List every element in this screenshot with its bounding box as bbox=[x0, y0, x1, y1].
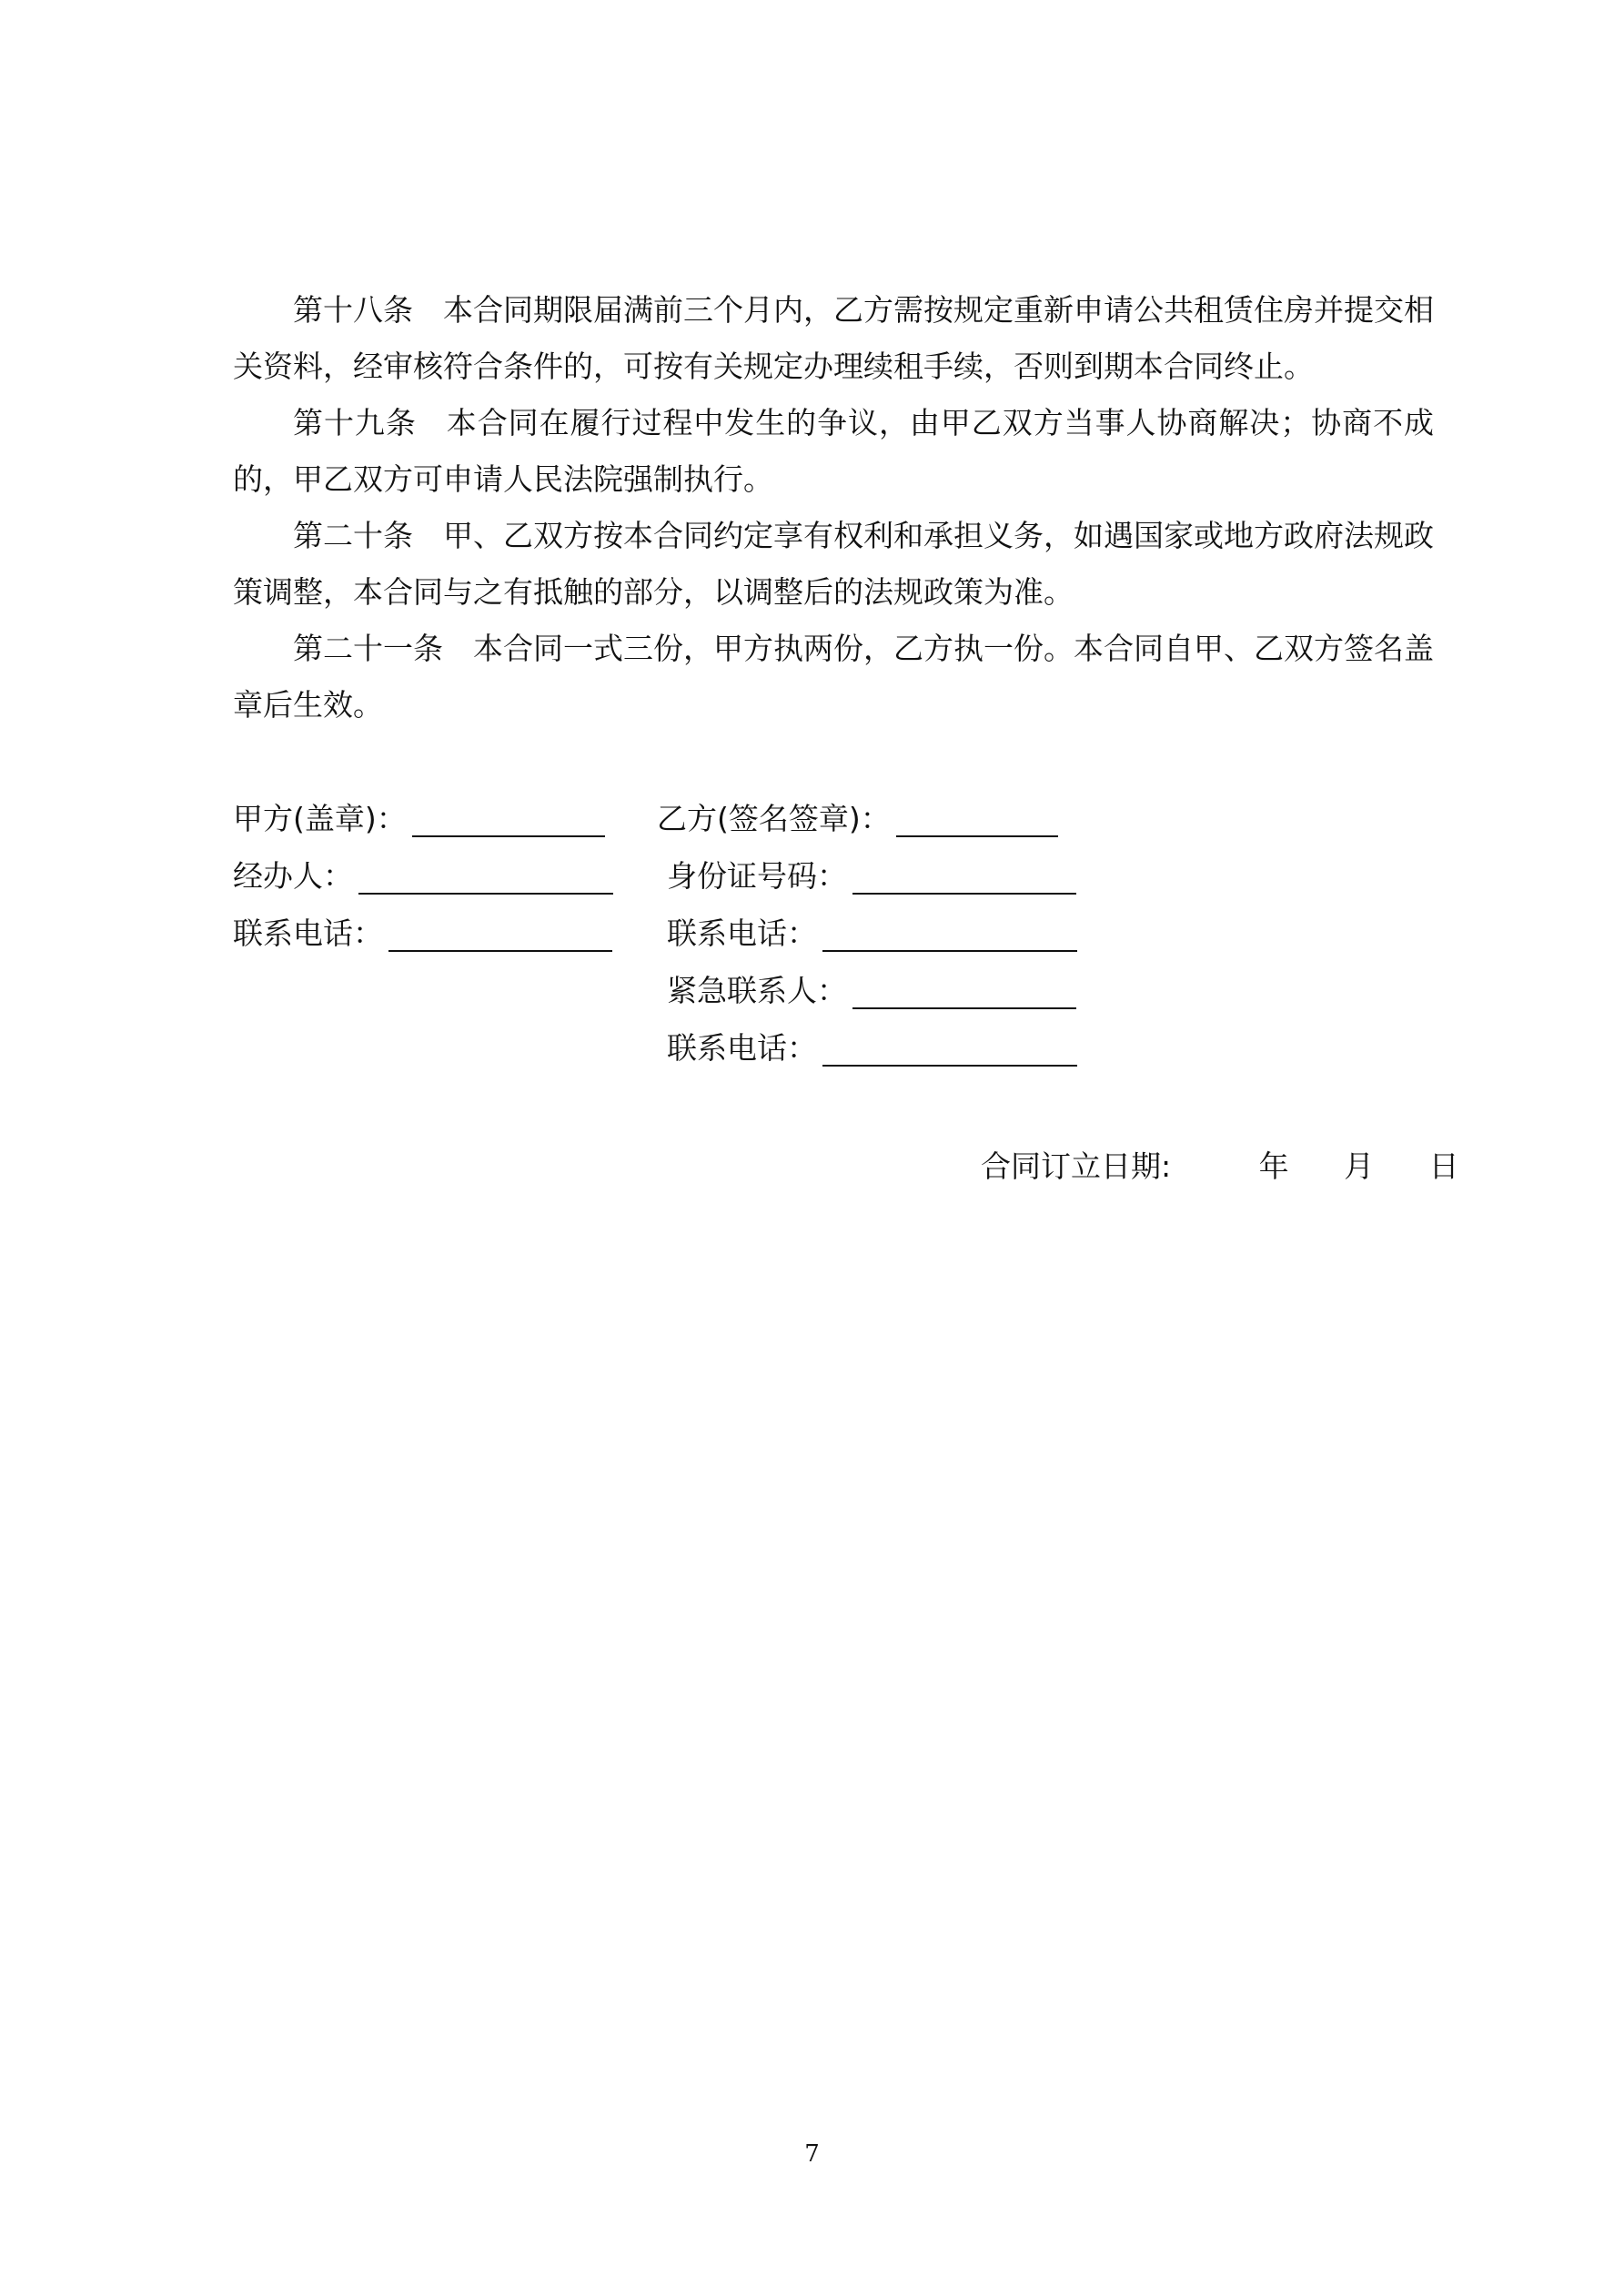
article-20 bbox=[233, 508, 1434, 621]
party-a-seal-field bbox=[233, 801, 605, 837]
contract-articles bbox=[233, 282, 1434, 733]
party-b-phone-label: 联系电话： bbox=[667, 915, 817, 951]
party-b-emergency-phone-field bbox=[667, 1030, 1077, 1067]
article-text: 本合同在履行过程中发生的争议，由甲乙双方当事人协商解决；协商不成的，甲乙双方可申请人民法院强制执行。 bbox=[233, 405, 1435, 497]
party-a-agent-blank[interactable] bbox=[358, 862, 613, 895]
party-b-emergency-phone-label: 联系电话： bbox=[667, 1030, 817, 1066]
party-a-phone-blank[interactable] bbox=[388, 919, 612, 952]
party-a-seal-blank[interactable] bbox=[412, 804, 605, 837]
page-number: 7 bbox=[804, 2140, 820, 2168]
party-b-emergency-contact-field bbox=[667, 973, 1076, 1009]
party-a-seal-label: 甲方(盖章)： bbox=[233, 801, 407, 836]
contract-date-label: 合同订立日期: bbox=[981, 1148, 1172, 1184]
party-b-sign-field bbox=[657, 801, 1058, 837]
article-19 bbox=[233, 395, 1434, 508]
party-b-emergency-phone-blank[interactable] bbox=[822, 1034, 1077, 1067]
contract-date-month: 月 bbox=[1344, 1148, 1375, 1184]
party-a-phone-field bbox=[233, 915, 612, 952]
article-number: 第二十条 bbox=[293, 518, 413, 553]
party-b-sign-label: 乙方(签名签章)： bbox=[657, 801, 891, 836]
party-b-id-blank[interactable] bbox=[852, 862, 1076, 895]
party-a-agent-label: 经办人： bbox=[233, 858, 353, 894]
article-number: 第十八条 bbox=[293, 292, 413, 328]
party-b-emergency-contact-label: 紧急联系人： bbox=[667, 973, 847, 1008]
party-a-agent-field bbox=[233, 858, 613, 895]
article-number: 第二十一条 bbox=[293, 631, 443, 666]
article-21 bbox=[233, 621, 1434, 733]
contract-date-day: 日 bbox=[1428, 1148, 1459, 1184]
contract-date-year: 年 bbox=[1258, 1148, 1289, 1184]
party-a-phone-label: 联系电话： bbox=[233, 915, 383, 951]
party-b-phone-field bbox=[667, 915, 1077, 952]
article-number: 第十九条 bbox=[293, 405, 417, 440]
article-text: 本合同一式三份，甲方执两份，乙方执一份。本合同自甲、乙双方签名盖章后生效。 bbox=[233, 631, 1434, 723]
contract-date bbox=[981, 1148, 1459, 1185]
article-text: 本合同期限届满前三个月内，乙方需按规定重新申请公共租赁住房并提交相关资料，经审核符合条件的，可按有关规定办理续租手续，否则到期本合同终止。 bbox=[233, 292, 1434, 384]
party-b-sign-blank[interactable] bbox=[896, 804, 1058, 837]
party-b-id-label: 身份证号码： bbox=[667, 858, 847, 894]
party-b-phone-blank[interactable] bbox=[822, 919, 1077, 952]
party-b-id-field bbox=[667, 858, 1076, 895]
party-b-emergency-contact-blank[interactable] bbox=[852, 976, 1076, 1009]
article-text: 甲、乙双方按本合同约定享有权利和承担义务，如遇国家或地方政府法规政策调整，本合同与之有抵触的部分，以调整后的法规政策为准。 bbox=[233, 518, 1434, 610]
article-18 bbox=[233, 282, 1434, 395]
